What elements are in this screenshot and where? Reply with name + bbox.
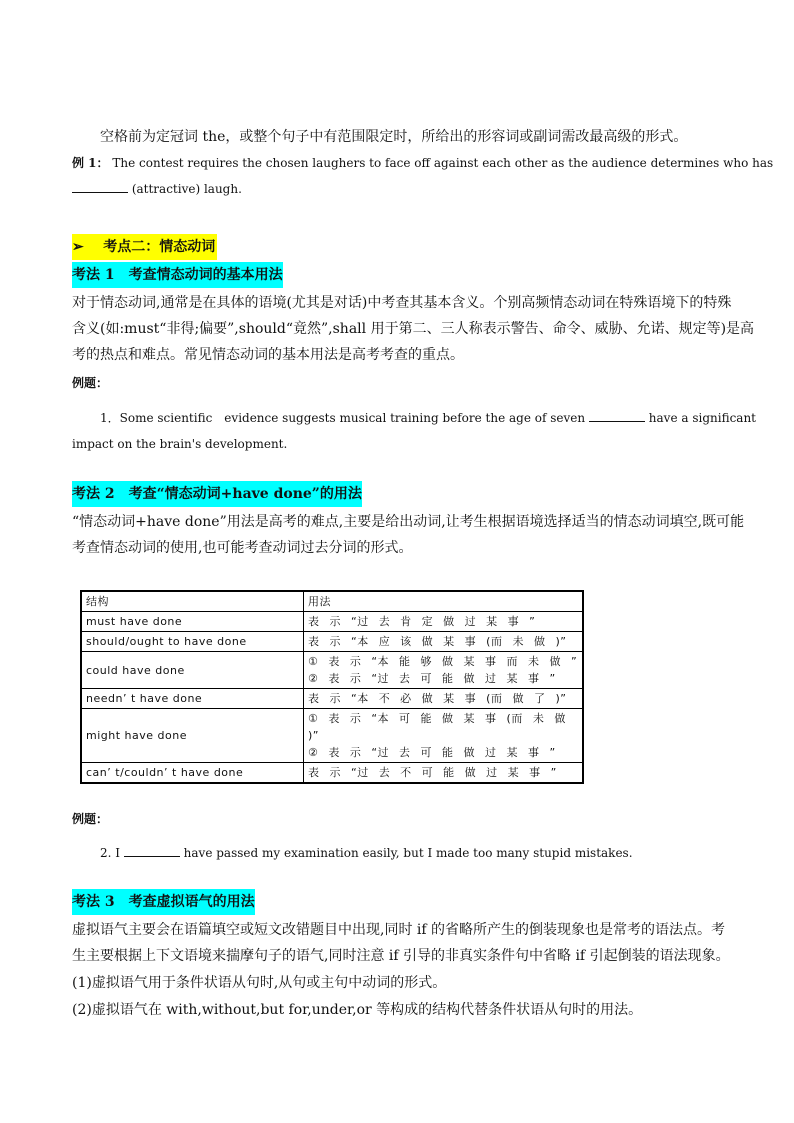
method-3-para-line1: 虚拟语气主要会在语篇填空或短文改错题目中出现,同时 if 的省略所产生的倒装现象也是常考的语法点。考 [72,922,726,938]
usage-cell [304,612,584,632]
example-1-line2-text: (attractive) laugh. [131,182,242,196]
structure-cell: should/ought to have done [81,632,304,652]
method-3-para-line2: 生主要根据上下文语境来揣摩句子的语气,同时注意 if 引导的非真实条件句中省略 if 引起倒装的语法现象。 [72,948,730,964]
usage-line: 表 示 “本 应 该 做 某 事 (而 未 做 )” [308,635,567,648]
usage-cell [304,709,584,763]
structure-cell: needn’ t have done [81,689,304,709]
method-2-para-line2: 考查情态动词的使用,也可能考查动词过去分词的形式。 [72,540,413,556]
question-1-line2: impact on the brain's development. [72,437,288,451]
table-row [81,689,583,709]
question-2 [100,842,633,864]
table-row [81,632,583,652]
method-1-example-label: 例题： [72,376,109,390]
bullet-arrow-icon: ➢ [72,239,84,255]
usage-line: ② 表 示 “过 去 可 能 做 过 某 事 ” [308,746,556,759]
answer-blank[interactable] [72,180,128,193]
usage-line: 表 示 “过 去 肯 定 做 过 某 事 ” [308,615,536,628]
method-2-title: 考法 2 考查“情态动词+have done”的用法 [72,481,362,507]
usage-cell [304,763,584,784]
method-3-point-2: (2)虚拟语气在 with,without,but for,under,or 等构成的结构代替条件状语从句时的用法。 [72,1002,643,1018]
example-1-line1: The contest requires the chosen laughers to face off against each other as the audience determines who has [112,156,774,170]
method-2-example-label: 例题： [72,812,109,826]
table-header-structure: 结构 [81,591,304,612]
usage-line: 表 示 “本 不 必 做 某 事 (而 做 了 )” [308,692,567,705]
table-row [81,612,583,632]
section-2-heading [72,234,217,260]
structure-cell: might have done [81,709,304,763]
structure-cell: could have done [81,652,304,689]
intro-text: 空格前为定冠词 the，或整个句子中有范围限定时，所给出的形容词或副词需改最高级的形式。 [100,129,688,145]
usage-cell [304,632,584,652]
method-3-title: 考法 3 考查虚拟语气的用法 [72,889,255,915]
question-1-text-b: have a significant [648,411,757,425]
example-1-label: 例 1： [72,156,109,170]
usage-line: ① 表 示 “本 能 够 做 某 事 而 未 做 ” [308,655,578,668]
section-2-title: 考点二：情态动词 [103,239,216,255]
table-row [81,763,583,784]
question-1-text-a: 1．Some scientific evidence suggests musical training before the age of seven [100,411,586,425]
example-1 [72,152,773,174]
method-1-title: 考法 1 考查情态动词的基本用法 [72,262,283,288]
table-header-row [81,591,583,612]
answer-blank[interactable] [124,844,180,857]
structure-cell: can’ t/couldn’ t have done [81,763,304,784]
structure-cell: must have done [81,612,304,632]
example-1-line2 [72,178,242,200]
method-1-para-line3: 考的热点和难点。常见情态动词的基本用法是高考考查的重点。 [72,347,464,363]
question-2-text-b: have passed my examination easily, but I made too many stupid mistakes. [183,846,633,860]
usage-cell [304,652,584,689]
question-2-text-a: 2. I [100,846,121,860]
usage-line: ① 表 示 “本 可 能 做 某 事 (而 未 做 )” [308,712,566,742]
table-row [81,709,583,763]
usage-line: 表 示 “过 去 不 可 能 做 过 某 事 ” [308,766,557,779]
modal-perfect-table [80,590,584,784]
method-3-point-1: (1)虚拟语气用于条件状语从句时,从句或主句中动词的形式。 [72,975,447,991]
table-header-usage: 用法 [304,591,584,612]
answer-blank[interactable] [589,409,645,422]
method-1-para-line2: 含义(如:must“非得;偏要”,should“竟然”,shall 用于第二、三人称表示警告、命令、威胁、允诺、规定等)是高 [72,321,755,337]
usage-line: ② 表 示 “过 去 可 能 做 过 某 事 ” [308,672,556,685]
method-2-para-line1: “情态动词+have done”用法是高考的难点,主要是给出动词,让考生根据语境选择适当的情态动词填空,既可能 [72,514,745,530]
usage-cell [304,689,584,709]
method-1-para-line1: 对于情态动词,通常是在具体的语境(尤其是对话)中考查其基本含义。个别高频情态动词在特殊语境下的特殊 [72,295,732,311]
table-row [81,652,583,689]
question-1 [100,407,756,429]
